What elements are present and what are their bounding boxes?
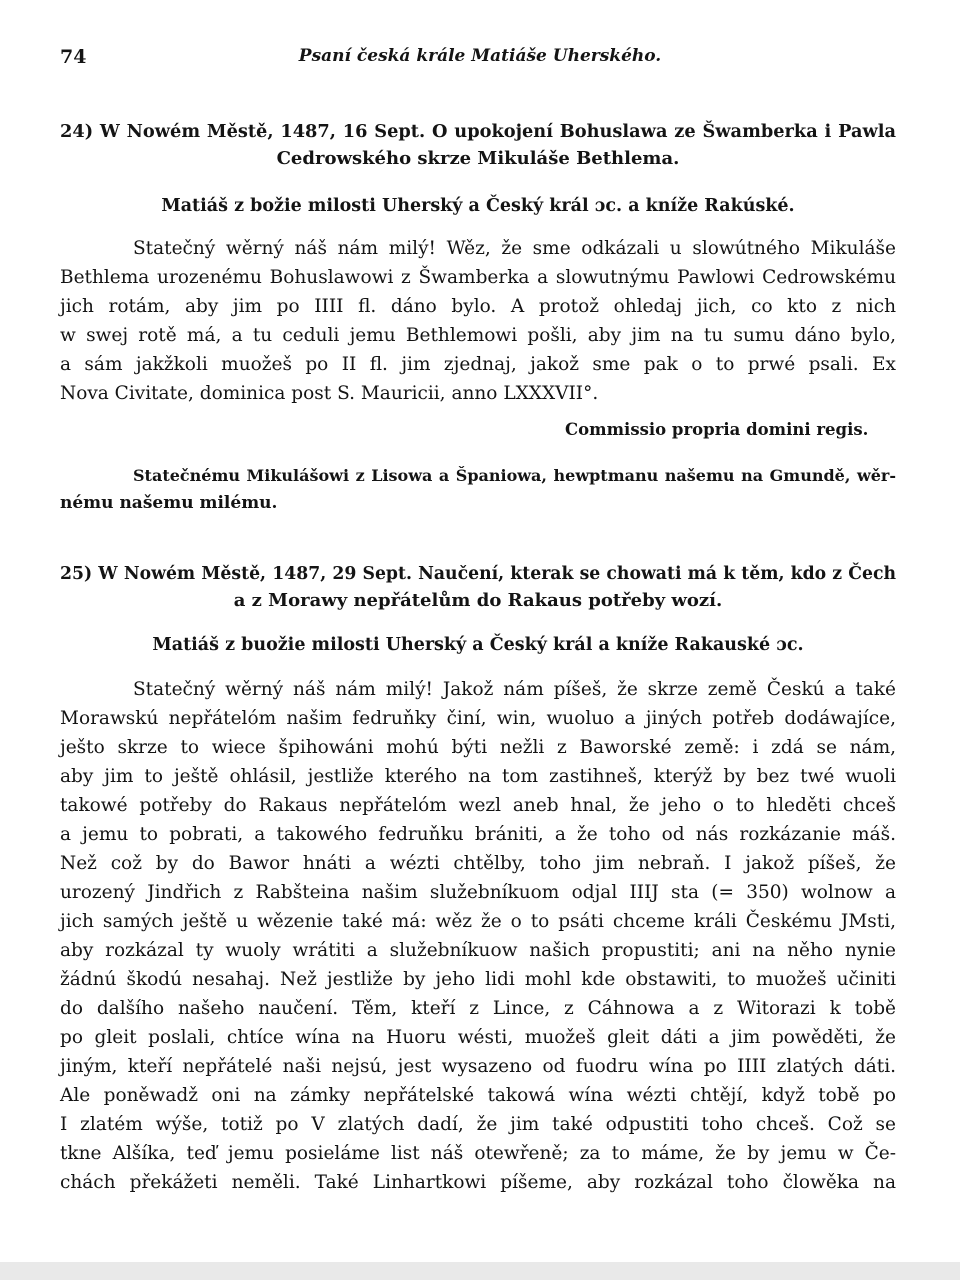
letter-24-regest-line: Cedrowského skrze Mikuláše Bethlema.	[276, 148, 680, 169]
letter-25-regest-line: 25) W Nowém Městě, 1487, 29 Sept. Naučení, kterak se chowati má k těm, kdo z Čech	[60, 564, 896, 584]
letter-25-body-line: chách překážeti neměli. Také Linhartkowi píšeme, aby rozkázal toho člowěka na	[60, 1172, 896, 1193]
letter-25-body-line: I zlatém wýše, totiž po V zlatých dadí, že jim také odpustiti toho chceš. Což se	[60, 1114, 896, 1135]
letter-25-body-line: a jemu to pobrati, a takowého fedruňku brániti, a že toho od nás rozkázanie máš.	[60, 824, 896, 845]
letter-25-body-line: Morawskú nepřátelóm našim fedruňky činí, win, wuoluo a jiných potřeb dodáwajíce,	[60, 708, 896, 729]
letter-24-address-line: nému našemu milému.	[60, 493, 278, 513]
letter-25-body-line: po gleit poslali, chtíce wína na Huoru wésti, muožeš gleit dáti a jim powěděti, že	[60, 1027, 896, 1048]
letter-25-title: Matiáš z buožie milosti Uherský a Český král a kníže Rakauské ɔc.	[152, 635, 804, 655]
letter-24-body-line: a sám jakžkoli muožeš po II fl. jim zjednaj, jakož sme pak o to prwé psali. Ex	[60, 354, 896, 375]
letter-25-body-line: Statečný wěrný náš nám milý! Jakož nám píšeš, že skrze země Českú a také	[133, 679, 896, 700]
letter-25-body-line: takowé potřeby do Rakaus nepřátelóm wezl aneb hnal, že jeho o to hleděti chceš	[60, 795, 896, 816]
page-header	[60, 42, 900, 74]
letter-25-body-line: žádnú škodú nesahaj. Než jestliže by jeho lidi mohl kde obstawiti, to muožeš učiniti	[60, 969, 896, 990]
letter-24-regest-line: 24) W Nowém Městě, 1487, 16 Sept. O upokojení Bohuslawa ze Šwamberka i Pawla	[60, 121, 896, 142]
letter-25-body-line: aby rozkázal ty wuoly wrátiti a služebníkuow našich propustiti; ani na něho nynie	[60, 940, 896, 961]
letter-24-signature: Commissio propria domini regis.	[565, 420, 869, 439]
letter-24-address-line: Statečnému Mikulášowi z Lisowa a Španiowa, hewptmanu našemu na Gmundě, wěr-	[133, 466, 896, 485]
page-bottom-edge	[0, 1262, 960, 1280]
running-title: Psaní česká krále Matiáše Uherského.	[298, 46, 662, 66]
letter-24-body-line: Bethlema urozenému Bohuslawowi z Šwamberka a slowutnýmu Pawlowi Cedrowskému	[60, 267, 896, 288]
letter-25-body-line: tkne Alšíka, teď jemu posieláme list náš otewřeně; za to máme, že by jemu w Če-	[60, 1143, 896, 1164]
letter-25-body-line: aby jim to ještě ohlásil, jestliže kterého na tom zastihneš, kterýž by bez twé wuoli	[60, 766, 896, 787]
letter-24-body-line: w swej rotě má, a tu ceduli jemu Bethlemowi pošli, aby jim na tu sumu dáno bylo,	[60, 325, 896, 346]
letter-25-body-line: jich samých ještě u wězenie také má: wěz že o to psáti chceme králi Českému JMsti,	[60, 911, 896, 932]
letter-25-body-line: urozený Jindřich z Rabšteina našim služebníkuom odjal IIIJ sta (= 350) wolnow a	[60, 882, 896, 903]
letter-24-body-line: Statečný wěrný náš nám milý! Wěz, že sme odkázali u slowútného Mikuláše	[133, 238, 896, 259]
letter-25-body-line: ješto skrze to wiece špihowáni mohú býti nežli z Baworské země: i zdá se nám,	[60, 737, 896, 758]
letter-24-body-line: jich rotám, aby jim po IIII fl. dáno bylo. A protož ohledaj jich, co kto z nich	[60, 296, 896, 317]
letter-25-body-line: Než což by do Bawor hnáti a wézti chtělby, toho jim nebraň. I jakož píšeš, že	[60, 853, 896, 874]
letter-25-body-line: do dalšího našeho naučení. Těm, kteří z Lince, z Cáhnowa a z Witorazi k tobě	[60, 998, 896, 1019]
letter-24-title: Matiáš z božie milosti Uherský a Český král ɔc. a kníže Rakúské.	[161, 196, 795, 216]
letter-24-body-line: Nova Civitate, dominica post S. Mauricii, anno LXXXVII°.	[60, 383, 599, 404]
letter-25-regest-line: a z Morawy nepřátelům do Rakaus potřeby wozí.	[233, 590, 723, 611]
page-number: 74	[60, 46, 87, 68]
letter-25-body-line: jiným, kteří nepřátelé naši nejsú, jest wysazeno od fuodru wína po IIII zlatých dáti.	[60, 1056, 896, 1077]
letter-25-body-line: Ale poněwadž oni na zámky nepřátelské takowá wína wézti chtějí, když tobě po	[60, 1085, 896, 1106]
